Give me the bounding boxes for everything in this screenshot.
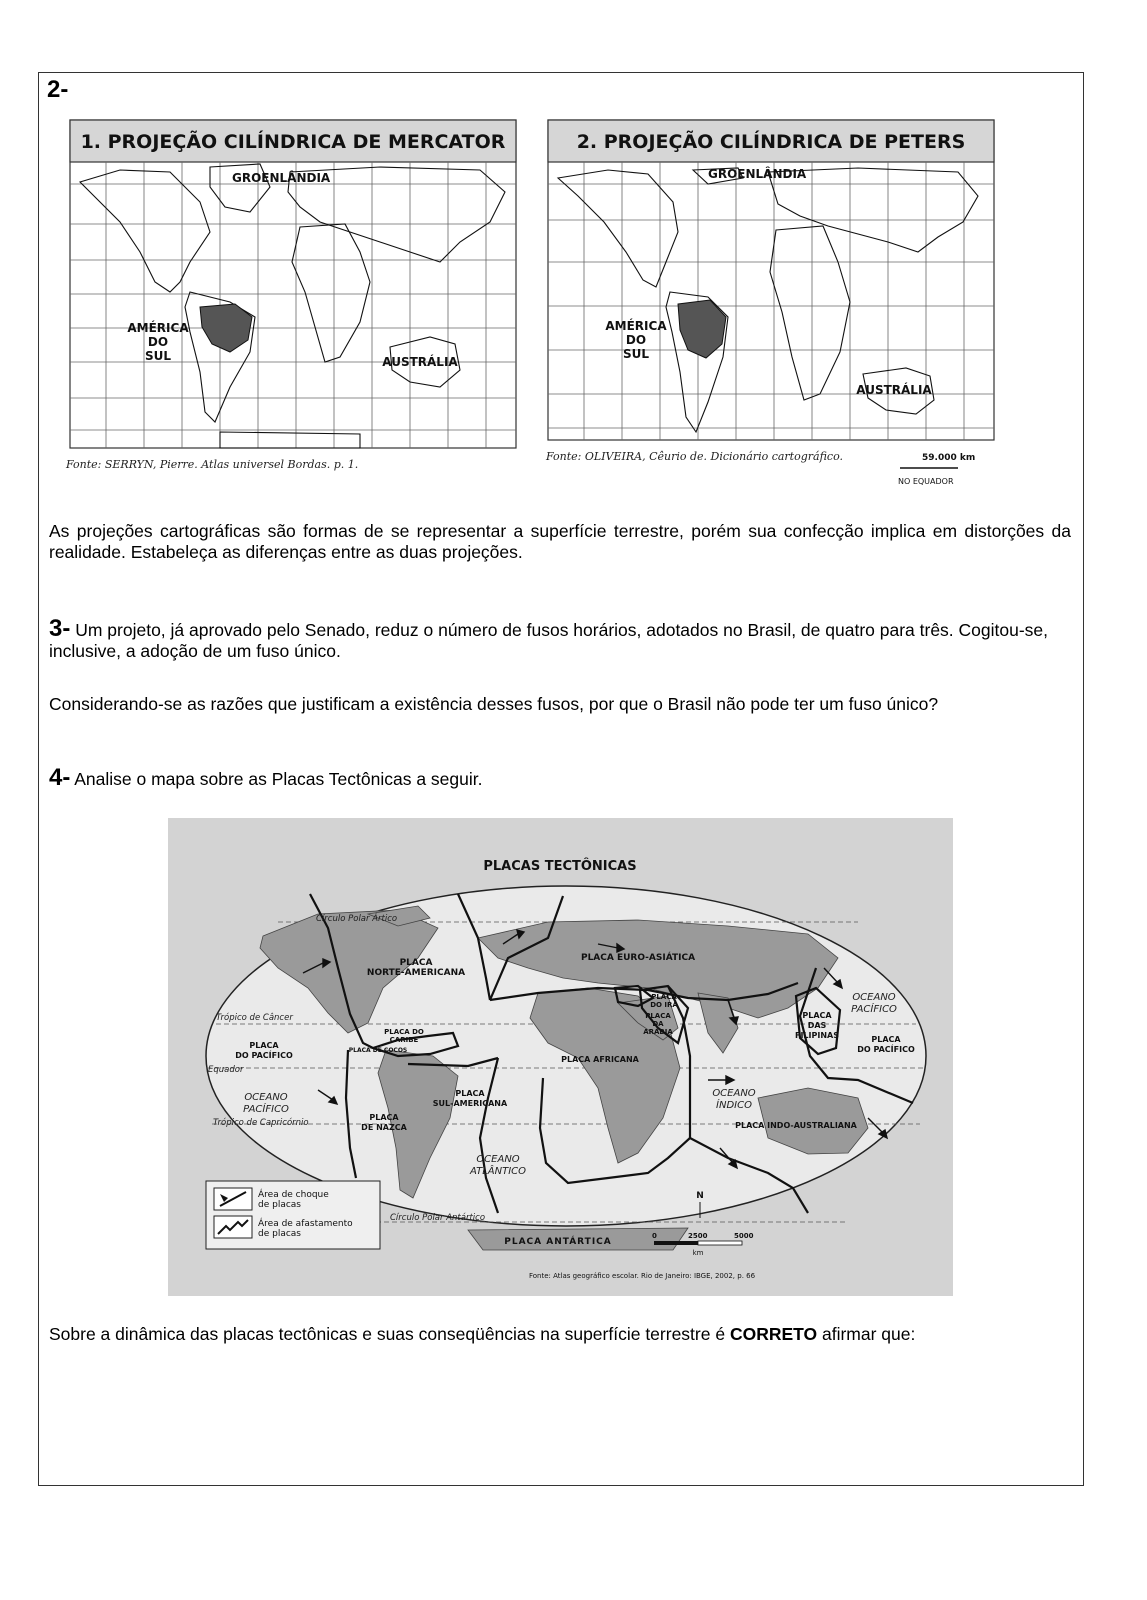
scale-unit: km (692, 1249, 704, 1257)
label-placa-filipinas-3: FILIPINAS (794, 1031, 840, 1040)
label-placa-norte-americana-1: PLACA (399, 958, 433, 968)
mercator-label-america-1: AMÉRICA (127, 321, 189, 335)
peters-title: 2. PROJEÇÃO CILÍNDRICA DE PETERS (576, 131, 966, 153)
scale-2500: 2500 (688, 1232, 708, 1240)
label-placa-arabia-2: DA (652, 1020, 664, 1028)
tectonic-legend (206, 1181, 380, 1249)
label-placa-pacifico-e-2: DO PACÍFICO (857, 1045, 915, 1054)
mercator-title: 1. PROJEÇÃO CILÍNDRICA DE MERCATOR (80, 131, 506, 153)
question-3-question: Considerando-se as razões que justificam a existência desses fusos, por que o Brasil não pode ter um fuso único? (49, 694, 939, 714)
label-placa-ira-2: DO IRÃ (650, 1001, 678, 1009)
label-oceano-pacifico-ne-1: OCEANO (852, 992, 896, 1003)
label-placa-caribe-1: PLACA DO (384, 1028, 424, 1036)
label-placa-filipinas-1: PLACA (802, 1011, 832, 1020)
question-3-block (49, 615, 1079, 662)
label-placa-sul-americana-2: SUL-AMERICANA (432, 1099, 508, 1108)
mercator-label-australia: AUSTRÁLIA (382, 355, 458, 369)
peters-label-america-1: AMÉRICA (605, 319, 667, 333)
label-placa-pacifico-e-1: PLACA (871, 1035, 901, 1044)
label-placa-arabia-1: PLACA (645, 1012, 671, 1020)
peters-label-australia: AUSTRÁLIA (856, 383, 932, 397)
label-placa-cocos: PLACA DE COCOS (348, 1047, 408, 1054)
question-4-question (49, 1324, 1079, 1345)
peters-label-america-3: SUL (622, 347, 650, 361)
mercator-map (60, 112, 530, 482)
question-4-text: Analise o mapa sobre as Placas Tectônicas a seguir. (74, 769, 483, 789)
peters-source: Fonte: OLIVEIRA, Cêurio de. Dicionário cartográfico. (546, 450, 844, 463)
peters-label-groenlandia: GROENLÂNDIA (708, 167, 807, 181)
mercator-label-america-2: DO (147, 335, 169, 349)
tectonic-plates-map (168, 818, 953, 1296)
scale-0: 0 (652, 1232, 657, 1240)
tectonic-source: Fonte: Atlas geográfico escolar. Rio de Janeiro: IBGE, 2002, p. 66 (528, 1272, 756, 1280)
label-placa-pacifico-w-1: PLACA (249, 1041, 279, 1050)
label-tropico-capricornio: Trópico de Capricórnio (213, 1118, 309, 1128)
label-oceano-pacifico-w-2: PACÍFICO (243, 1104, 289, 1115)
label-placa-pacifico-w-2: DO PACÍFICO (235, 1051, 293, 1060)
label-placa-arabia-3: ARÁBIA (643, 1028, 673, 1036)
question-4-question-suffix: afirmar que: (817, 1324, 916, 1344)
mercator-label-groenlandia: GROENLÂNDIA (232, 171, 331, 185)
question-4-question-prefix: Sobre a dinâmica das placas tectônicas e suas conseqüências na superfície terrestre é (49, 1324, 730, 1344)
label-circulo-antartico: Círculo Polar Antártico (390, 1213, 486, 1223)
label-oceano-pacifico-w-1: OCEANO (244, 1092, 288, 1103)
peters-scale-label: 59.000 km (922, 453, 976, 463)
label-tropico-cancer: Trópico de Câncer (216, 1013, 293, 1023)
label-oceano-indico-2: ÍNDICO (716, 1100, 752, 1111)
peters-label-america-2: DO (625, 333, 647, 347)
scale-5000: 5000 (734, 1232, 754, 1240)
legend-afastamento-1: Área de afastamento (258, 1219, 353, 1229)
tectonic-title: PLACAS TECTÔNICAS (483, 859, 637, 874)
label-placa-antartica: PLACA ANTÁRTICA (504, 1237, 612, 1247)
mercator-label-america-3: SUL (144, 349, 172, 363)
label-placa-nazca-2: DE NAZCA (361, 1123, 407, 1132)
question-2-number: 2- (47, 76, 69, 103)
label-circulo-artico: Círculo Polar Ártico (316, 914, 398, 924)
label-placa-euro-asiatica: PLACA EURO-ASIÁTICA (580, 953, 696, 963)
question-4-question-bold: CORRETO (729, 1324, 818, 1344)
question-2-text: As projeções cartográficas são formas de se representar a superfície terrestre, porém sua confecção implica em distorções da realidade. Estabeleça as diferenças entre as duas projeções. (49, 521, 1071, 562)
label-equador: Equador (208, 1065, 244, 1075)
label-placa-caribe-2: CARIBE (389, 1036, 419, 1044)
label-oceano-pacifico-ne-2: PACÍFICO (851, 1004, 897, 1015)
label-placa-filipinas-2: DAS (807, 1021, 827, 1030)
legend-afastamento-2: de placas (258, 1229, 301, 1239)
mercator-source: Fonte: SERRYN, Pierre. Atlas universel Bordas. p. 1. (66, 458, 359, 471)
label-placa-sul-americana-1: PLACA (455, 1089, 485, 1098)
label-oceano-atlantico-1: OCEANO (476, 1154, 520, 1165)
label-placa-nazca-1: PLACA (369, 1113, 399, 1122)
label-placa-africana: PLACA AFRICANA (561, 1055, 639, 1064)
peters-scale-note: NO EQUADOR (898, 477, 954, 486)
question-3-text: Um projeto, já aprovado pelo Senado, reduz o número de fusos horários, adotados no Brasil, de quatro para três. Cogitou-se, inclusive, a adoção de um fuso único. (49, 620, 1049, 661)
question-4-block (49, 764, 1079, 791)
legend-choque-1: Área de choque (258, 1190, 329, 1200)
label-placa-norte-americana-2: NORTE-AMERICANA (366, 968, 466, 978)
north-arrow-label: N (696, 1191, 704, 1201)
label-oceano-atlantico-2: ATLÂNTICO (469, 1166, 527, 1177)
peters-map (538, 112, 1008, 492)
label-oceano-indico-1: OCEANO (712, 1088, 756, 1099)
question-3-number: 3- (49, 615, 71, 642)
label-placa-indo-australiana: PLACA INDO-AUSTRALIANA (735, 1121, 857, 1130)
question-4-number: 4- (49, 764, 71, 791)
label-placa-ira-1: PLACA (651, 993, 677, 1001)
legend-choque-2: de placas (258, 1200, 301, 1210)
